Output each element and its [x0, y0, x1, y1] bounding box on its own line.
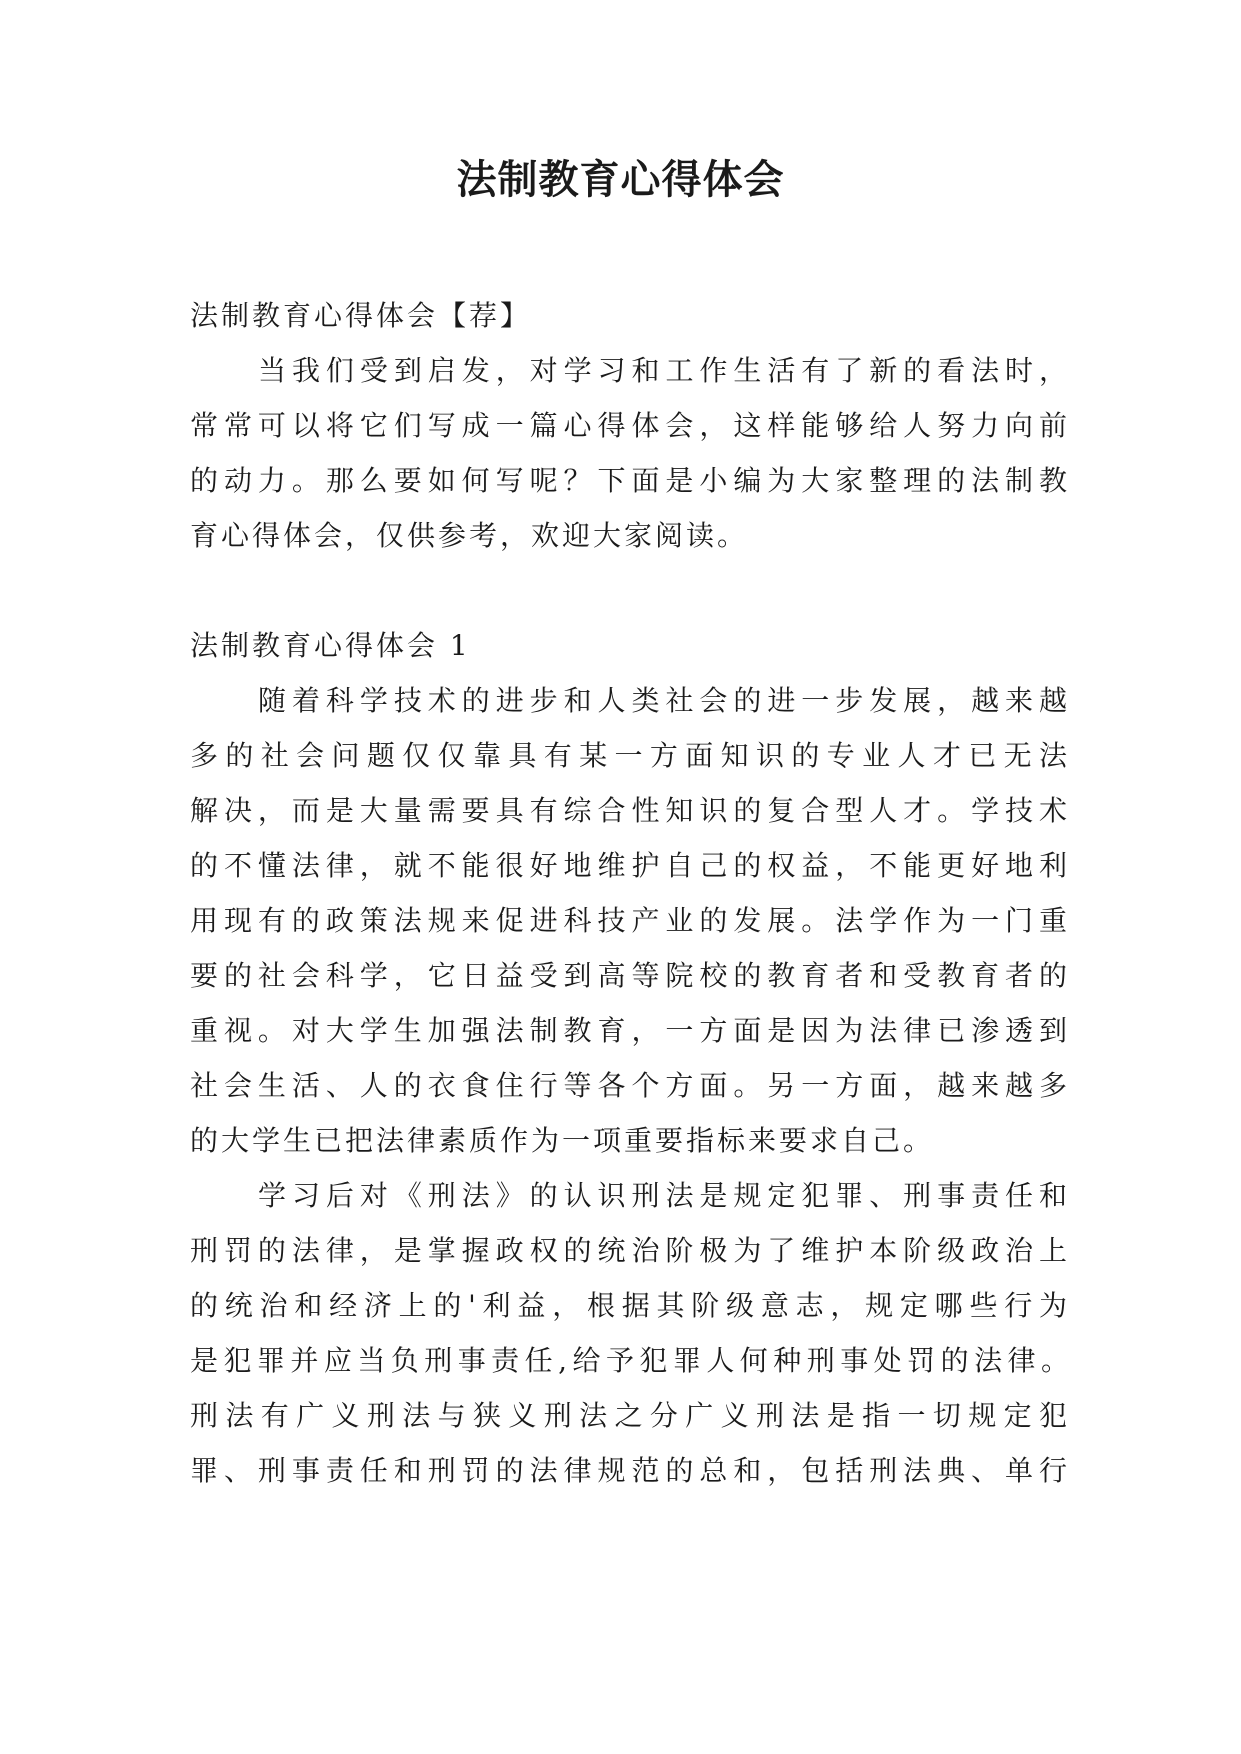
intro-line: 当我们受到启发，对学习和工作生活有了新的看法时，	[258, 354, 1070, 387]
paragraph-spacer	[190, 563, 1070, 618]
intro-line: 育心得体会，仅供参考，欢迎大家阅读。	[190, 519, 749, 552]
paragraph-line: 用现有的政策法规来促进科技产业的发展。法学作为一门重	[190, 904, 1070, 937]
paragraph-line: 随着科学技术的进步和人类社会的进一步发展，越来越	[258, 684, 1070, 717]
paragraph-line: 社会生活、人的衣食住行等各个方面。另一方面，越来越多	[190, 1069, 1070, 1102]
section-heading: 法制教育心得体会 1	[190, 629, 471, 662]
intro-paragraph	[190, 343, 1070, 563]
intro-line: 的动力。那么要如何写呢？下面是小编为大家整理的法制教	[190, 464, 1070, 497]
document-body	[190, 288, 1070, 1498]
paragraph-line: 重视。对大学生加强法制教育，一方面是因为法律已渗透到	[190, 1014, 1070, 1047]
paragraph-line: 多的社会问题仅仅靠具有某一方面知识的专业人才已无法	[190, 739, 1070, 772]
paragraph-line: 的统治和经济上的'利益，根据其阶级意志，规定哪些行为	[190, 1289, 1070, 1322]
section1-paragraph-1	[190, 673, 1070, 1168]
paragraph-line: 是犯罪并应当负刑事责任,给予犯罪人何种刑事处罚的法律。	[190, 1344, 1070, 1377]
paragraph-line: 的大学生已把法律素质作为一项重要指标来要求自己。	[190, 1124, 935, 1157]
section1-paragraph-2	[190, 1168, 1070, 1498]
paragraph-line: 刑罚的法律，是掌握政权的统治阶极为了维护本阶级政治上	[190, 1234, 1070, 1267]
paragraph-line: 解决，而是大量需要具有综合性知识的复合型人才。学技术	[190, 794, 1070, 827]
document-subtitle: 法制教育心得体会【荐】	[190, 299, 532, 332]
paragraph-line: 学习后对《刑法》的认识刑法是规定犯罪、刑事责任和	[258, 1179, 1070, 1212]
paragraph-line: 罪、刑事责任和刑罚的法律规范的总和，包括刑法典、单行	[190, 1454, 1070, 1487]
paragraph-line: 的不懂法律，就不能很好地维护自己的权益，不能更好地利	[190, 849, 1070, 882]
intro-line: 常常可以将它们写成一篇心得体会，这样能够给人努力向前	[190, 409, 1070, 442]
paragraph-line: 要的社会科学，它日益受到高等院校的教育者和受教育者的	[190, 959, 1070, 992]
document-title: 法制教育心得体会	[456, 157, 785, 203]
paragraph-line: 刑法有广义刑法与狭义刑法之分广义刑法是指一切规定犯	[190, 1399, 1070, 1432]
